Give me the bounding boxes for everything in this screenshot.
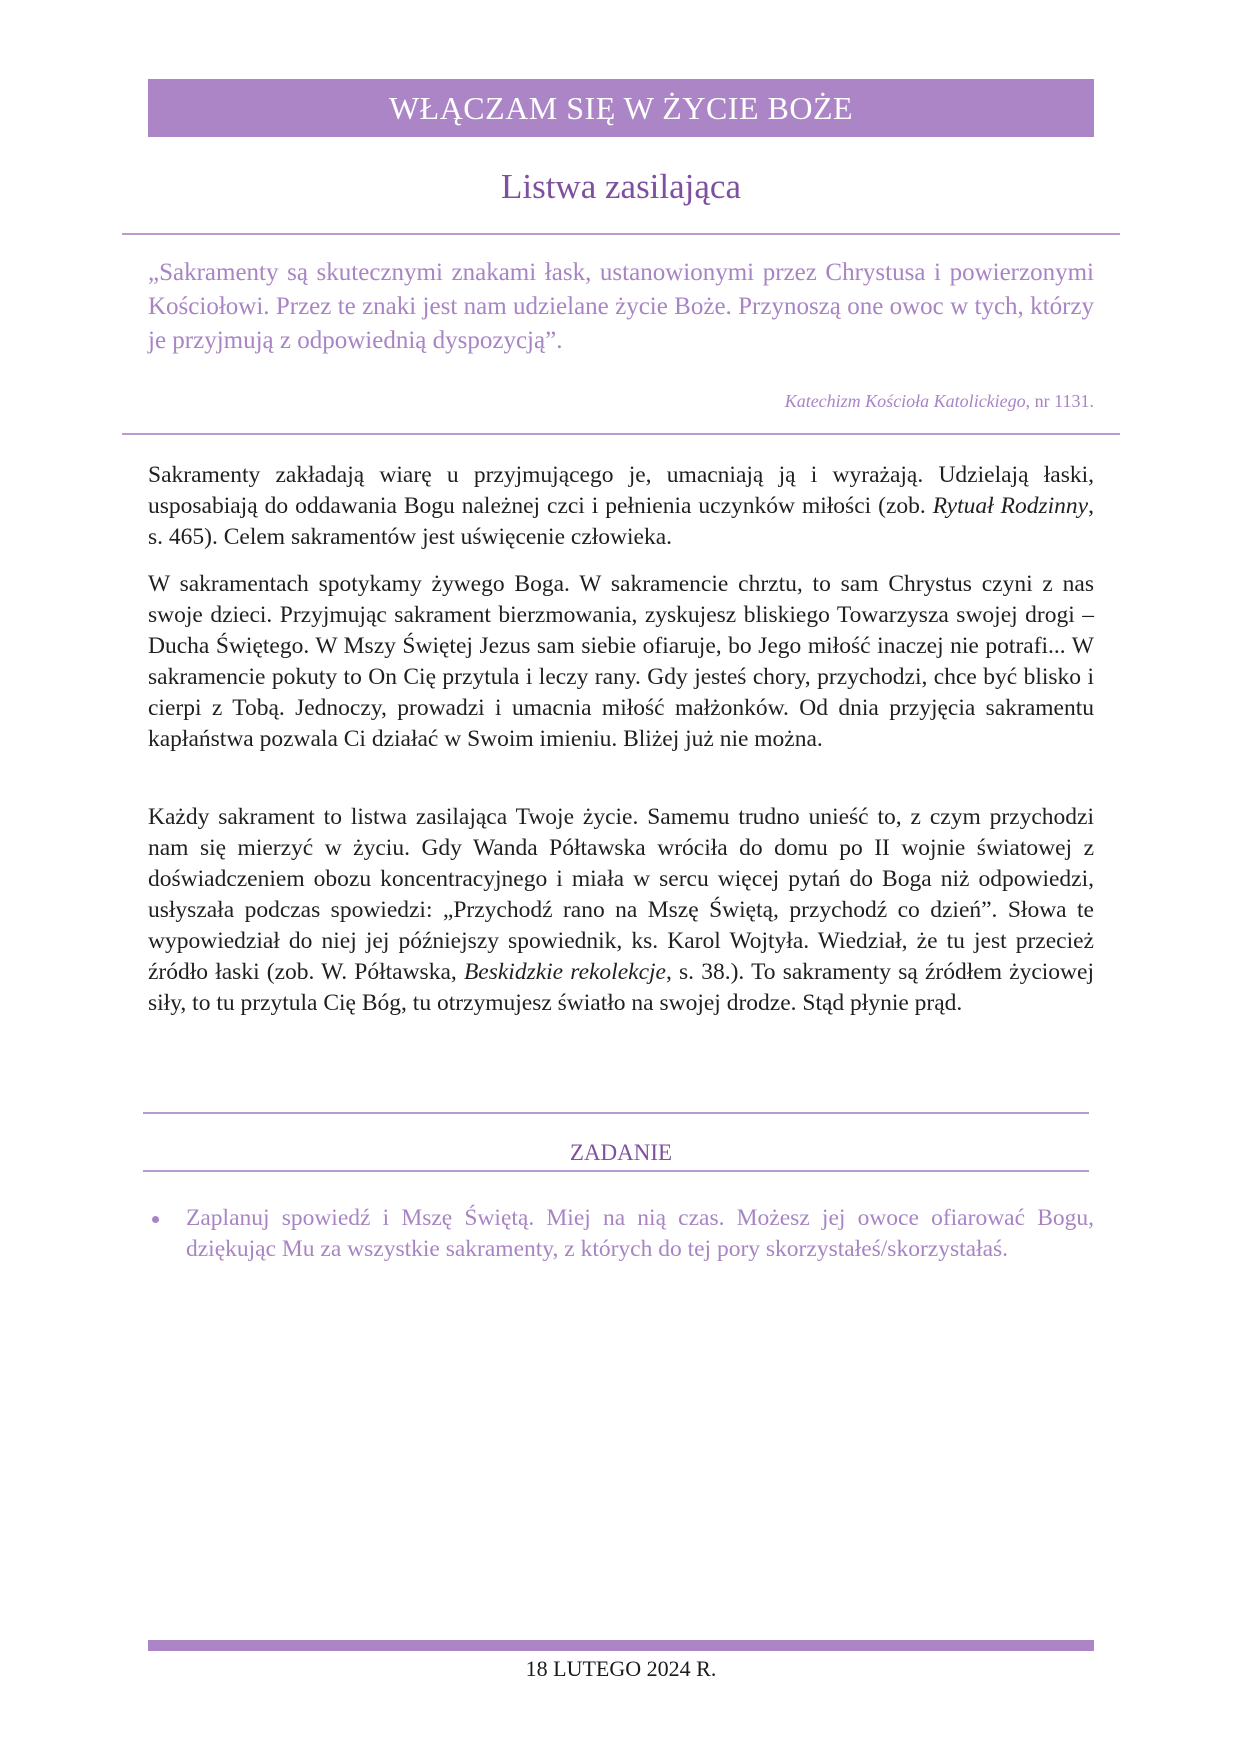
- page-title: Listwa zasilająca: [500, 167, 741, 206]
- bullet-icon: [152, 1216, 159, 1223]
- task-item-text: Zaplanuj spowiedź i Mszę Świętą. Miej na nią czas. Możesz jej owoce ofiarować Bogu, dziękując Mu za wszystkie sakramenty, z których do tej pory skorzystałeś/skorzystałaś.: [186, 1205, 1094, 1262]
- divider-quote-bottom: [122, 433, 1120, 435]
- paragraph-3-text-end: , s. 38.). To sakramenty są źródłem życiowej siły, to tu przytula Cię Bóg, tu otrzymujesz światło na swojej drodze. Stąd płynie prąd.: [148, 959, 1094, 1016]
- task-heading: ZADANIE: [569, 1140, 673, 1165]
- footer-bar: [148, 1640, 1094, 1651]
- paragraph-1: [148, 460, 1094, 553]
- paragraph-2: W sakramentach spotykamy żywego Boga. W sakramencie chrztu, to sam Chrystus czyni z nas swoje dzieci. Przyjmując sakrament bierzmowania, zyskujesz bliskiego Towarzysza swojej drogi – Ducha Świętego. W Mszy Świętej Jezus sam siebie ofiaruje, bo Jego miłość inaczej nie potrafi... W sakramencie pokuty to On Cię przytula i leczy rany. Gdy jesteś chory, przychodzi, chce być blisko i cierpi z Tobą. Jednoczy, prowadzi i umacnia miłość małżonków. Od dnia przyjęcia sakramentu kapłaństwa pozwala Ci działać w Swoim imieniu. Bliżej już nie można.: [148, 571, 1094, 752]
- paragraph-1-citation: Rytuał Rodzinny: [932, 493, 1089, 519]
- paragraph-1-text-end: , s. 465). Celem sakramentów jest uświęcenie człowieka.: [148, 493, 1094, 550]
- quote-source: [148, 389, 1094, 413]
- catechism-quote: „Sakramenty są skutecznymi znakami łask, ustanowionymi przez Chrystusa i powierzonymi Kościołowi. Przez te znaki jest nam udzielane życie Boże. Przynoszą one owoc w tych, którzy je przyjmują z odpowiednią dyspozycją”.: [148, 259, 1094, 354]
- footer-date: 18 LUTEGO 2024 R.: [525, 1656, 717, 1681]
- paragraph-3: [148, 802, 1094, 1019]
- divider-task-bottom: [143, 1170, 1089, 1172]
- paragraph-1-text: Sakramenty zakładają wiarę u przyjmującego je, umacniają ją i wyrażają. Udzielają łaski, usposabiają do oddawania Bogu należnej czci i pełnienia uczynków miłości (zob.: [148, 462, 1094, 519]
- divider-task-top: [143, 1112, 1089, 1114]
- source-reference: , nr 1131.: [1025, 391, 1094, 411]
- source-title: Katechizm Kościoła Katolickiego: [784, 391, 1026, 411]
- paragraph-3-citation: Beskidzkie rekolekcje: [463, 959, 666, 985]
- task-item: [148, 1203, 1094, 1265]
- paragraph-3-text: Każdy sakrament to listwa zasilająca Twoje życie. Samemu trudno unieść to, z czym przychodzi nam się mierzyć w życiu. Gdy Wanda Półtawska wróciła do domu po II wojnie światowej z doświadczeniem obozu koncentracyjnego i miała w sercu więcej pytań do Boga niż odpowiedzi, usłyszała podczas spowiedzi: „Przychodź rano na Mszę Świętą, przychodź co dzień”. Słowa te wypowiedział do niej jej późniejszy spowiednik, ks. Karol Wojtyła. Wiedział, że tu jest przecież źródło łaski (zob. W. Półtawska,: [148, 804, 1094, 985]
- divider-top: [122, 233, 1120, 235]
- section-banner: WŁĄCZAM SIĘ W ŻYCIE BOŻE: [148, 79, 1094, 137]
- task-list: [148, 1203, 1094, 1265]
